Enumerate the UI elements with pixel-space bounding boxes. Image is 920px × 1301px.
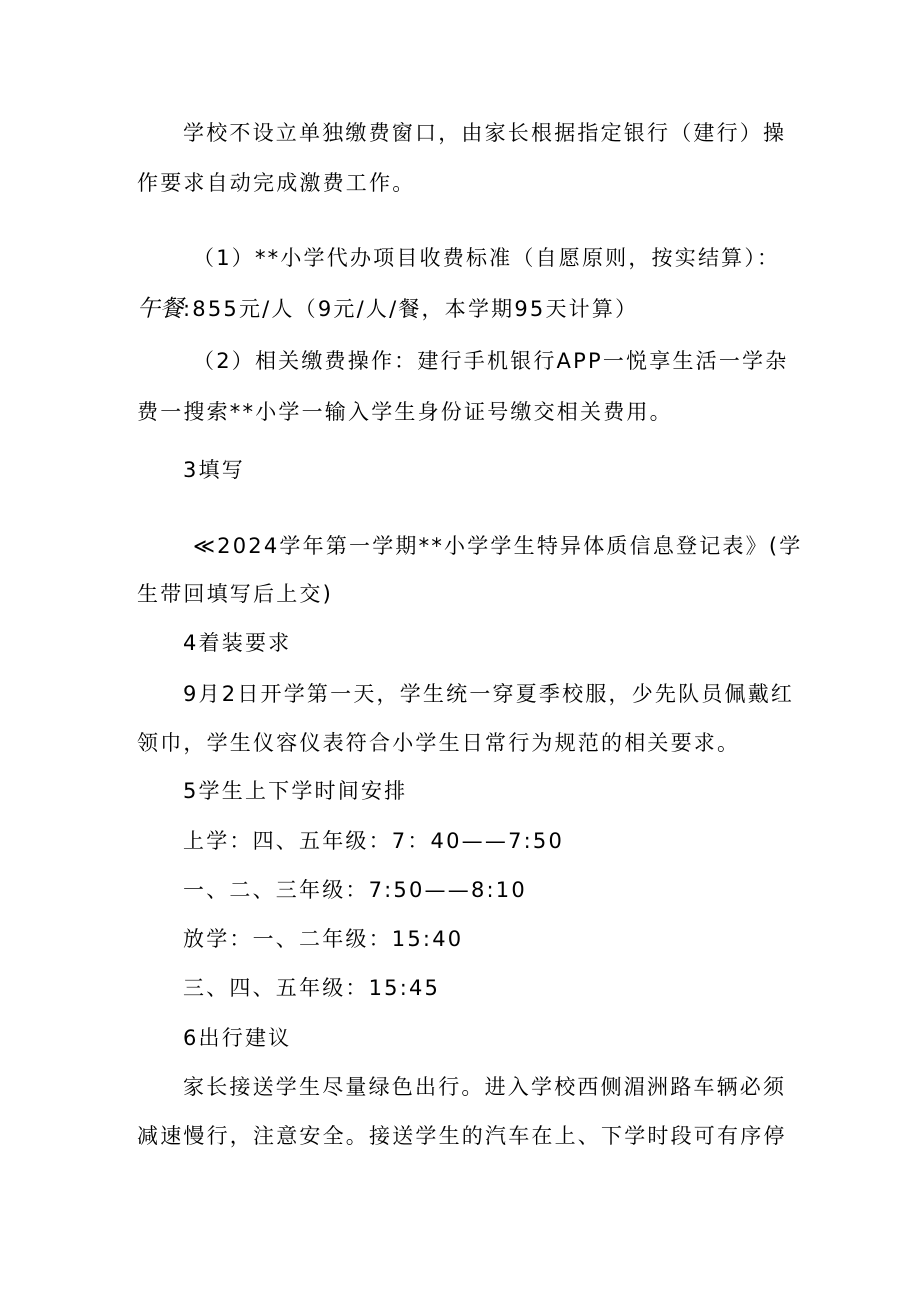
form-title-line: 生带回填写后上交): [137, 582, 333, 606]
form-title-line: ≪2024学年第一学期**小学学生特异体质信息登记表》(学: [193, 534, 803, 558]
schedule-line: 三、四、五年级：15:45: [183, 976, 441, 1000]
dress-code-line: 9月2日开学第一天，学生统一穿夏季校服，少先队员佩戴红: [183, 682, 795, 706]
lunch-label: 午餐: [137, 296, 183, 322]
paragraph-line: 学校不设立单独缴费窗口，由家长根据指定银行（建行）操: [183, 121, 787, 145]
lunch-fee-text: :855元/人（9元/人/餐，本学期95天计算）: [183, 297, 639, 321]
fee-standard-line: （1）**小学代办项目收费标准（自愿原则，按实结算）：: [193, 246, 781, 270]
paragraph-line: 作要求自动完成激费工作。: [137, 171, 416, 195]
schedule-line: 一、二、三年级：7:50——8:10: [183, 878, 527, 902]
section-title: 5学生上下学时间安排: [183, 779, 408, 803]
section-title: 6出行建议: [183, 1026, 292, 1050]
travel-advice-line: 家长接送学生尽量绿色出行。进入学校西侧湄洲路车辆必须: [183, 1075, 787, 1099]
schedule-line: 上学：四、五年级：7：40——7:50: [183, 829, 565, 853]
payment-operation-line: （2）相关缴费操作：建行手机银行APP一悦享生活一学杂: [193, 349, 789, 373]
payment-operation-line: 费一搜索**小学一输入学生身份证号缴交相关费用。: [137, 400, 673, 424]
section-title: 3填写: [183, 458, 245, 482]
lunch-fee-line: [0, 295, 920, 323]
dress-code-line: 领巾，学生仪容仪表符合小学生日常行为规范的相关要求。: [137, 731, 741, 755]
travel-advice-line: 减速慢行，注意安全。接送学生的汽车在上、下学时段可有序停: [137, 1124, 787, 1148]
schedule-line: 放学：一、二年级：15:40: [183, 927, 464, 951]
section-title: 4着装要求: [183, 631, 292, 655]
